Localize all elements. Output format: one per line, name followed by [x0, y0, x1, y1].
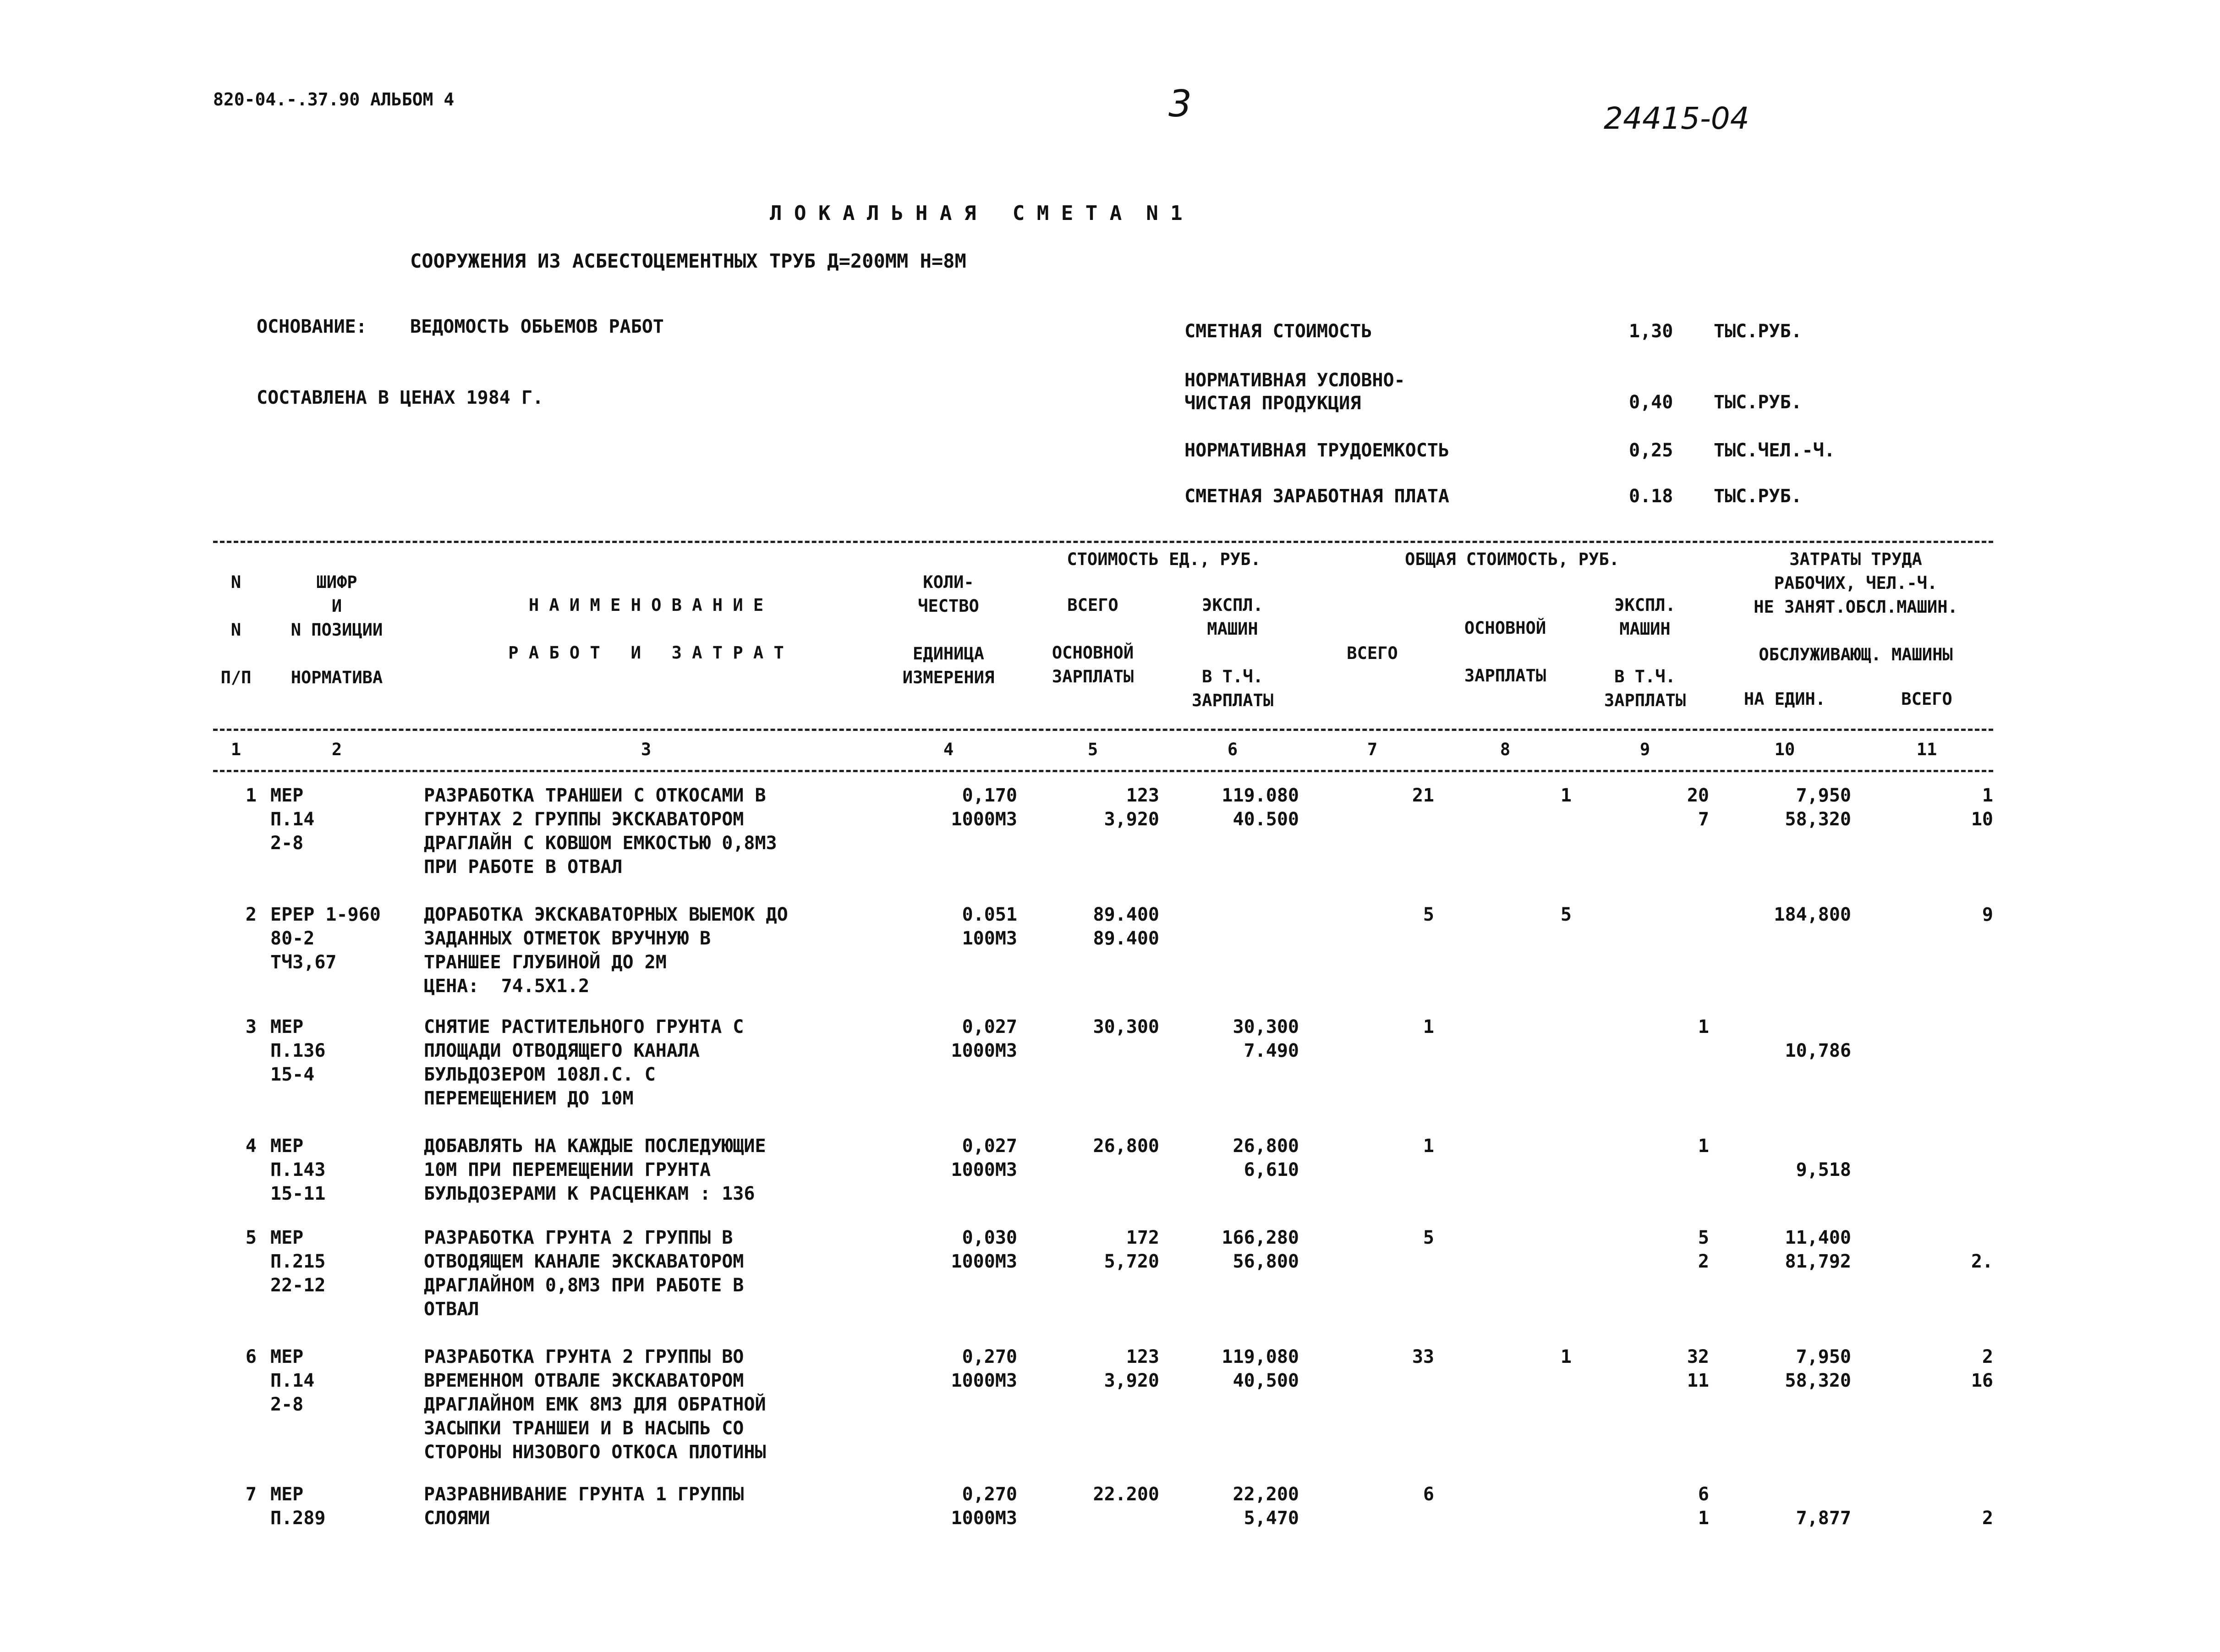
row-number: 4 [245, 1136, 257, 1157]
column-number: 11 [1916, 740, 1937, 759]
table-row [0, 1015, 2220, 1130]
row-unit-total: 172 5,720 [1104, 1227, 1159, 1272]
col-header-name: Н А И М Е Н О В А Н И Е Р А Б О Т И З А Т Р А Т [508, 595, 784, 663]
summary-value-production: 0,40 [1629, 392, 1673, 413]
table-row [0, 1226, 2220, 1340]
row-labor-per-unit: 10,786 [1785, 1040, 1851, 1061]
table-row [0, 1345, 2220, 1482]
row-code: МЕР П.136 15-4 [270, 1016, 326, 1085]
row-labor-per-unit: 9,518 [1796, 1159, 1851, 1180]
row-name: ДОРАБОТКА ЭКСКАВАТОРНЫХ ВЫЕМОК ДО ЗАДАННЫХ ОТМЕТОК ВРУЧНУЮ В ТРАНШЕЕ ГЛУБИНОЙ ДО 2М ЦЕНА: 74.5Х1.2 [424, 904, 788, 997]
column-number: 9 [1639, 740, 1650, 759]
row-machines: 32 11 [1687, 1346, 1709, 1391]
row-unit-total: 123 3,920 [1104, 1346, 1159, 1391]
column-number: 5 [1087, 740, 1098, 759]
column-number: 6 [1227, 740, 1238, 759]
document-code: 820-04.-.37.90 АЛЬБОМ 4 [213, 89, 455, 110]
row-number: 6 [245, 1346, 257, 1367]
table-top-rule [213, 541, 1993, 543]
row-labor-per-unit: 7,877 [1796, 1508, 1851, 1529]
row-code: МЕР П.289 [270, 1484, 326, 1529]
row-unit-machines: 26,800 6,610 [1233, 1136, 1299, 1180]
summary-unit-wages: ТЫС.РУБ. [1714, 486, 1802, 507]
row-labor-per-unit: 11,400 81,792 [1785, 1227, 1851, 1272]
row-total: 21 [1412, 785, 1434, 806]
col-header-unit-total: ВСЕГО ОСНОВНОЙ ЗАРПЛАТЫ [1052, 595, 1134, 686]
summary-label-production: НОРМАТИВНАЯ УСЛОВНО- ЧИСТАЯ ПРОДУКЦИЯ [1184, 370, 1405, 414]
row-unit-total: 123 3,920 [1104, 785, 1159, 830]
numbers-bottom-rule [213, 770, 1993, 772]
summary-value-cost: 1,30 [1629, 321, 1673, 342]
row-unit-machines: 30,300 7.490 [1233, 1016, 1299, 1061]
col-header-labor-per-unit: НА ЕДИН. [1743, 689, 1826, 709]
row-name: РАЗРАБОТКА ТРАНШЕИ С ОТКОСАМИ В ГРУНТАХ 2 ГРУППЫ ЭКСКАВАТОРОМ ДРАГЛАЙН С КОВШОМ ЕМКОСТЬЮ 0,8М3 ПРИ РАБОТЕ В ОТВАЛ [424, 785, 777, 878]
col-header-unit-machines: ЭКСПЛ. МАШИН В Т.Ч. ЗАРПЛАТЫ [1191, 595, 1274, 710]
row-number: 7 [245, 1484, 257, 1505]
row-code: МЕР П.14 2-8 [270, 1346, 315, 1415]
summary-unit-labor: ТЫС.ЧЕЛ.-Ч. [1714, 440, 1835, 461]
column-number: 10 [1774, 740, 1795, 759]
row-quantity: 0,030 1000М3 [951, 1227, 1017, 1272]
column-number: 8 [1500, 740, 1511, 759]
row-labor-per-unit: 184,800 [1774, 904, 1851, 925]
table-row [0, 784, 2220, 898]
row-name: ДОБАВЛЯТЬ НА КАЖДЫЕ ПОСЛЕДУЮЩИЕ 10М ПРИ ПЕРЕМЕЩЕНИИ ГРУНТА БУЛЬДОЗЕРАМИ К РАСЦЕНКАМ : 136 [424, 1136, 766, 1204]
row-machines: 5 2 [1698, 1227, 1709, 1272]
row-quantity: 0,170 1000М3 [951, 785, 1017, 830]
basis-value: ВЕДОМОСТЬ ОБЬЕМОВ РАБОТ [410, 316, 664, 337]
summary-label-labor: НОРМАТИВНАЯ ТРУДОЕМКОСТЬ [1184, 440, 1449, 461]
column-number: 2 [331, 740, 342, 759]
row-labor-total: 9 [1982, 904, 1993, 925]
summary-value-labor: 0,25 [1629, 440, 1673, 461]
row-code: ЕРЕР 1-960 80-2 ТЧ3,67 [270, 904, 381, 973]
row-unit-machines: 22,200 5,470 [1233, 1484, 1299, 1529]
row-number: 3 [245, 1016, 257, 1037]
col-header-total: ВСЕГО [1347, 643, 1398, 663]
basis-label: ОСНОВАНИЕ: [257, 316, 367, 337]
col-header-unit-cost-group: СТОИМОСТЬ ЕД., РУБ. [1067, 549, 1261, 569]
row-labor-total: 1 10 [1971, 785, 1993, 830]
row-wages: 1 [1560, 1346, 1572, 1367]
document-title: Л О К А Л Ь Н А Я С М Е Т А N 1 [770, 202, 1183, 225]
row-wages: 1 [1560, 785, 1572, 806]
row-labor-total: 2 16 [1971, 1346, 1993, 1391]
row-name: РАЗРАБОТКА ГРУНТА 2 ГРУППЫ В ОТВОДЯЩЕМ КАНАЛЕ ЭКСКАВАТОРОМ ДРАГЛАЙНОМ 0,8М3 ПРИ РАБОТЕ В ОТВАЛ [424, 1227, 744, 1320]
row-code: МЕР П.143 15-11 [270, 1136, 326, 1204]
row-unit-total: 22.200 [1093, 1484, 1159, 1505]
row-labor-total: 2. [1971, 1251, 1993, 1272]
col-header-quantity: КОЛИ- ЧЕСТВО ЕДИНИЦА ИЗМЕРЕНИЯ [902, 572, 995, 687]
col-header-labor-group: ЗАТРАТЫ ТРУДА РАБОЧИХ, ЧЕЛ.-Ч. НЕ ЗАНЯТ.ОБСЛ.МАШИН. ОБСЛУЖИВАЮЩ. МАШИНЫ [1754, 549, 1958, 664]
row-machines: 6 1 [1698, 1484, 1709, 1529]
summary-label-wages: СМЕТНАЯ ЗАРАБОТНАЯ ПЛАТА [1184, 486, 1449, 507]
col-header-labor-total: ВСЕГО [1901, 689, 1952, 709]
row-total: 1 [1423, 1016, 1434, 1037]
row-quantity: 0,027 1000М3 [951, 1016, 1017, 1061]
row-total: 33 [1412, 1346, 1434, 1367]
row-wages: 5 [1560, 904, 1572, 925]
row-unit-machines: 166,280 56,800 [1222, 1227, 1299, 1272]
row-machines: 20 7 [1687, 785, 1709, 830]
col-header-total-machines: ЭКСПЛ. МАШИН В Т.Ч. ЗАРПЛАТЫ [1604, 595, 1686, 710]
table-row [0, 903, 2220, 1017]
row-unit-total: 26,800 [1093, 1136, 1159, 1157]
document-number: 24415-04 [1604, 101, 1749, 136]
row-name: СНЯТИЕ РАСТИТЕЛЬНОГО ГРУНТА С ПЛОЩАДИ ОТВОДЯЩЕГО КАНАЛА БУЛЬДОЗЕРОМ 108Л.С. С ПЕРЕМЕЩЕНИЕМ ДО 10М [424, 1016, 744, 1109]
page-number: 3 [1168, 82, 1192, 125]
document-subtitle: СООРУЖЕНИЯ ИЗ АСБЕСТОЦЕМЕНТНЫХ ТРУБ Д=200ММ Н=8М [410, 250, 966, 272]
column-number: 4 [943, 740, 954, 759]
row-code: МЕР П.215 22-12 [270, 1227, 326, 1296]
row-unit-machines: 119,080 40,500 [1222, 1346, 1299, 1391]
col-header-wages: ОСНОВНОЙ ЗАРПЛАТЫ [1464, 618, 1546, 686]
row-labor-total: 2 [1982, 1508, 1993, 1529]
row-unit-total: 89.400 89.400 [1093, 904, 1159, 949]
row-total: 5 [1423, 904, 1434, 925]
prices-note: СОСТАВЛЕНА В ЦЕНАХ 1984 Г. [257, 387, 544, 408]
col-header-total-cost-group: ОБЩАЯ СТОИМОСТЬ, РУБ. [1405, 549, 1619, 569]
row-unit-machines: 119.080 40.500 [1222, 785, 1299, 830]
row-quantity: 0.051 100М3 [962, 904, 1017, 949]
row-number: 5 [245, 1227, 257, 1248]
col-header-n: N N П/П [220, 572, 252, 687]
row-total: 1 [1423, 1136, 1434, 1157]
row-name: РАЗРАВНИВАНИЕ ГРУНТА 1 ГРУППЫ СЛОЯМИ [424, 1484, 744, 1529]
row-code: МЕР П.14 2-8 [270, 785, 315, 854]
table-row [0, 1482, 2220, 1542]
row-unit-total: 30,300 [1093, 1016, 1159, 1037]
column-number: 3 [641, 740, 652, 759]
row-number: 2 [245, 904, 257, 925]
summary-value-wages: 0.18 [1629, 486, 1673, 507]
row-number: 1 [245, 785, 257, 806]
col-header-code: ШИФР И N ПОЗИЦИИ НОРМАТИВА [291, 572, 383, 687]
summary-label-cost: СМЕТНАЯ СТОИМОСТЬ [1184, 321, 1372, 342]
row-machines: 1 [1698, 1016, 1709, 1037]
row-quantity: 0,270 1000М3 [951, 1346, 1017, 1391]
row-quantity: 0,270 1000М3 [951, 1484, 1017, 1529]
row-labor-per-unit: 7,950 58,320 [1785, 785, 1851, 830]
row-labor-per-unit: 7,950 58,320 [1785, 1346, 1851, 1391]
row-total: 5 [1423, 1227, 1434, 1248]
header-bottom-rule [213, 729, 1993, 731]
row-name: РАЗРАБОТКА ГРУНТА 2 ГРУППЫ ВО ВРЕМЕННОМ ОТВАЛЕ ЭКСКАВАТОРОМ ДРАГЛАЙНОМ ЕМК 8М3 ДЛЯ ОБРАТНОЙ ЗАСЫПКИ ТРАНШЕИ И В НАСЫПЬ СО СТОРОНЫ НИЗОВОГО ОТКОСА ПЛОТИНЫ [424, 1346, 766, 1463]
row-quantity: 0,027 1000М3 [951, 1136, 1017, 1180]
table-row [0, 1134, 2220, 1221]
column-number: 1 [230, 740, 241, 759]
summary-unit-production: ТЫС.РУБ. [1714, 392, 1802, 413]
summary-unit-cost: ТЫС.РУБ. [1714, 321, 1802, 342]
row-machines: 1 [1698, 1136, 1709, 1157]
row-total: 6 [1423, 1484, 1434, 1505]
column-number: 7 [1367, 740, 1378, 759]
